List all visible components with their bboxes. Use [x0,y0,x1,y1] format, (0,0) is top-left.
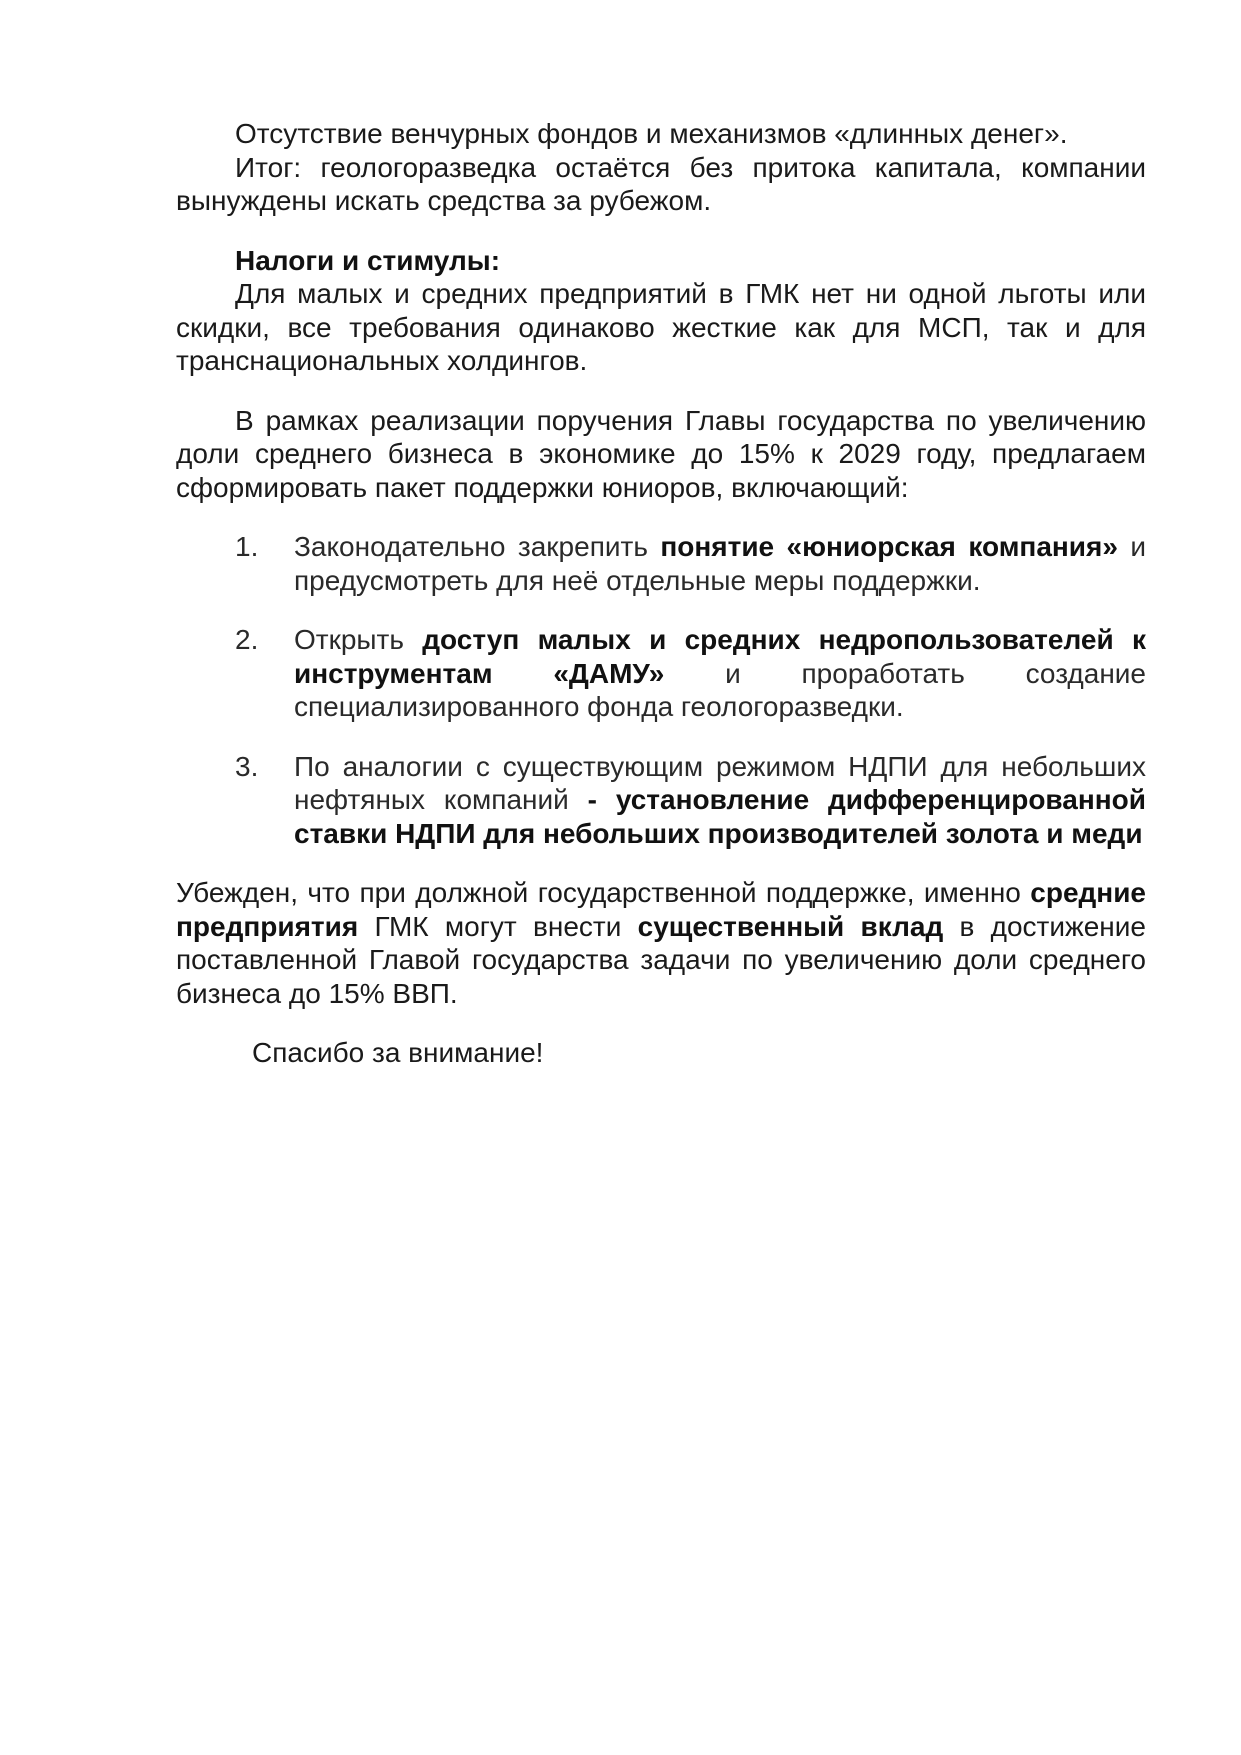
list-item-number: 3. [235,750,259,782]
list-item [176,750,1146,851]
list-item-text-bold: понятие «юниорская компания» [660,531,1118,562]
text-column [176,117,1146,1070]
list-item [176,530,1146,597]
list-item-text-pre: Законодательно закрепить [294,531,661,562]
list-item-text [294,750,1146,851]
spacer [176,724,1146,750]
paragraph-proposal: В рамках реализации поручения Главы государства по увеличению доли среднего бизнеса в экономике до 15% к 2029 году, предлагаем сформировать пакет поддержки юниоров, включающий: [176,404,1146,503]
paragraph-taxes: Для малых и средних предприятий в ГМК нет ни одной льготы или скидки, все требования одинаково жесткие как для МСП, так и для транснациональных холдингов. [176,278,1146,376]
list-item-number: 2. [235,624,259,655]
paragraph-venture: Отсутствие венчурных фондов и механизмов «длинных денег». [235,118,1068,149]
spacer [176,504,1146,530]
spacer [176,218,1146,244]
proposal-list [176,530,1146,850]
conclusion-part3: в достижение поставленной Главой государства задачи по увеличению доли среднего бизнеса до 15% ВВП. [176,910,1146,1009]
list-item-text-bold: - установление дифференцированной ставки НДПИ для небольших производителей золота и меди [294,784,1146,849]
list-item-text [294,530,1146,597]
spacer [176,1010,1146,1036]
conclusion-part1: Убежден, что при должной государственной поддержке, именно [176,877,1031,908]
spacer [176,597,1146,623]
spacer [176,378,1146,404]
list-item-text-pre: По аналогии с существующим режимом НДПИ для небольших нефтяных компаний [294,750,1146,815]
list-item-text-post: и проработать создание специализированного фонда геологоразведки. [294,657,1146,722]
closing-thanks: Спасибо за внимание! [252,1037,544,1068]
conclusion-bold2: существенный вклад [637,910,944,942]
paragraph-conclusion [176,876,1146,1010]
list-item [176,623,1146,724]
list-item-text-pre: Открыть [294,624,423,655]
list-item-number: 1. [235,531,259,562]
paragraph-result: Итог: геологоразведка остаётся без притока капитала, компании вынуждены искать средства за рубежом. [176,151,1146,216]
list-item-text-bold: доступ малых и средних недропользователей к инструментам «ДАМУ» [294,624,1146,689]
list-item-text [294,623,1146,724]
list-item-text-post: и предусмотреть для неё отдельные меры поддержки. [294,531,1147,596]
conclusion-part2: ГМК могут внести [358,910,638,942]
heading-taxes: Налоги и стимулы: [235,244,501,276]
conclusion-bold1: средние предприятия [176,877,1146,942]
spacer [176,850,1146,876]
